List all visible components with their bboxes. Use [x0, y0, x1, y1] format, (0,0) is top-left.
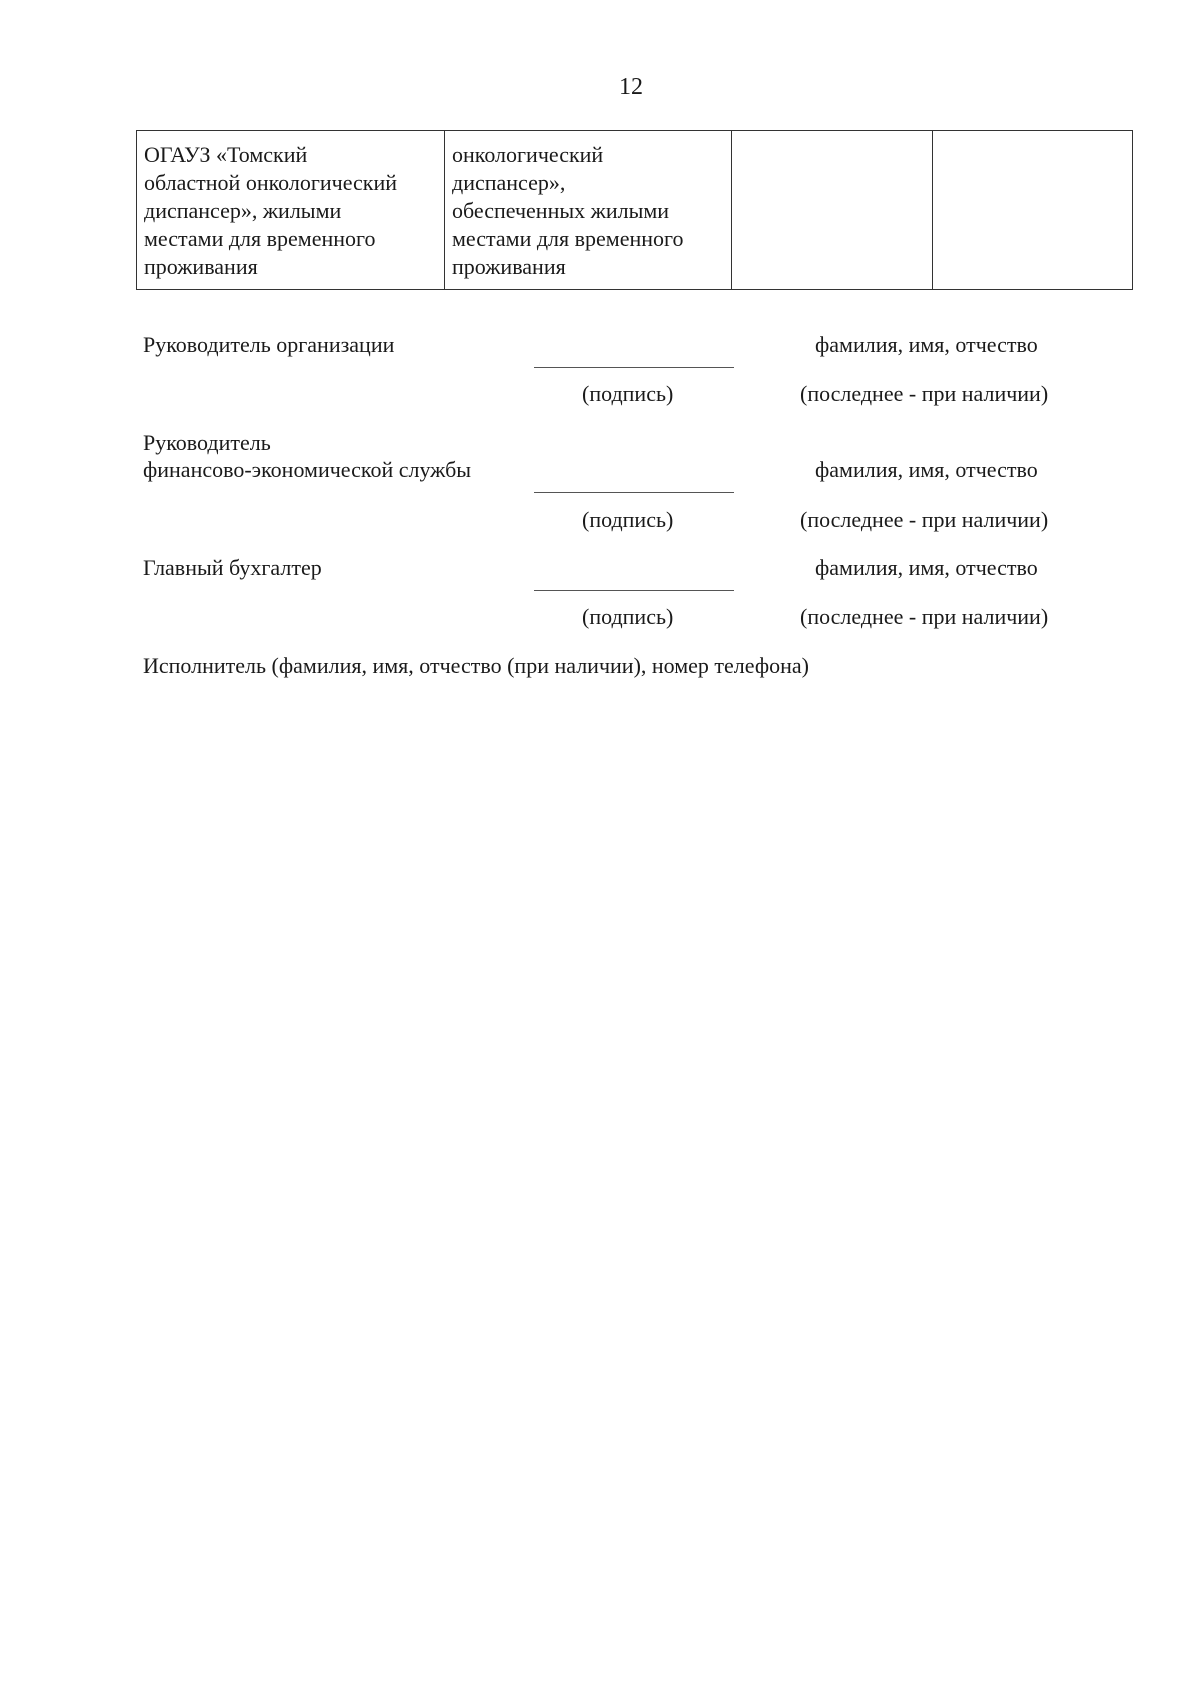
table-cell-indicator — [445, 131, 732, 290]
cell-text-line: обеспеченных жилыми — [452, 198, 670, 223]
cell-text-line: ОГАУЗ «Томский — [144, 142, 308, 167]
table-cell-empty — [732, 131, 933, 290]
table-cell-empty — [933, 131, 1133, 290]
name-label: фамилия, имя, отчество — [815, 332, 1038, 357]
signature-line — [534, 367, 734, 368]
table-row — [137, 131, 1133, 290]
name-caption: (последнее - при наличии) — [800, 604, 1049, 629]
name-caption: (последнее - при наличии) — [800, 507, 1049, 532]
signature-caption: (подпись) — [582, 604, 674, 629]
role-label-chief-accountant: Главный бухгалтер — [143, 555, 322, 580]
table-cell-organization — [137, 131, 445, 290]
role-label-finance-line1: Руководитель — [143, 430, 271, 455]
name-caption: (последнее - при наличии) — [800, 381, 1049, 406]
cell-text-line: проживания — [144, 254, 258, 279]
name-label: фамилия, имя, отчество — [815, 457, 1038, 482]
signature-line — [534, 590, 734, 591]
continuation-table — [136, 130, 1133, 290]
cell-text-line: диспансер», — [452, 170, 566, 195]
role-label-head: Руководитель организации — [143, 332, 395, 357]
role-label-finance-line2: финансово-экономической службы — [143, 457, 472, 482]
page-number: 12 — [619, 74, 643, 100]
signature-line — [534, 492, 734, 493]
cell-text-line: онкологический — [452, 142, 604, 167]
cell-text-line: диспансер», жилыми — [144, 198, 342, 223]
signature-caption: (подпись) — [582, 381, 674, 406]
executor-line: Исполнитель (фамилия, имя, отчество (при наличии), номер телефона) — [143, 653, 809, 678]
cell-text-line: областной онкологический — [144, 170, 398, 195]
cell-text-line: проживания — [452, 254, 566, 279]
signature-caption: (подпись) — [582, 507, 674, 532]
name-label: фамилия, имя, отчество — [815, 555, 1038, 580]
cell-text-line: местами для временного — [452, 226, 684, 251]
cell-text-line: местами для временного — [144, 226, 376, 251]
